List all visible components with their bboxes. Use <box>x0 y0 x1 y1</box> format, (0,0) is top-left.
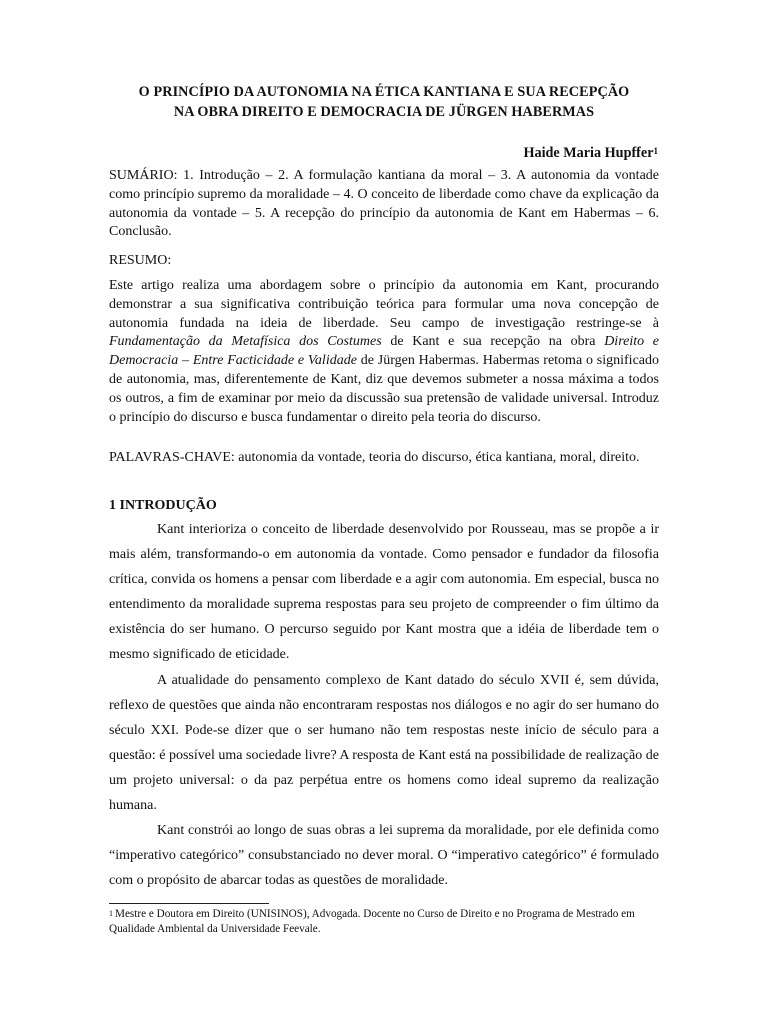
summary-text: SUMÁRIO: 1. Introdução – 2. A formulação kantiana da moral – 3. A autonomia da vontade como princípio supremo da moralidade – 4. O conceito de liberdade como chave da explicação da autonomia da vontade – 5. A recepção do princípio da autonomia de Kant em Habermas – 6. Conclusão. <box>109 168 659 240</box>
author-name-text: Haide Maria Hupffer <box>523 145 654 161</box>
introduction-body <box>109 517 659 893</box>
title-line-1: O PRINCÍPIO DA AUTONOMIA NA ÉTICA KANTIANA E SUA RECEPÇÃO <box>138 84 630 100</box>
paragraph: Kant constrói ao longo de suas obras a lei suprema da moralidade, por ele definida como “imperativo categórico” consubstanciado no dever moral. O “imperativo categórico” é formulado com o propósito de abarcar todas as questões de moralidade. <box>109 823 659 889</box>
abstract-section <box>109 277 659 427</box>
paper-title <box>100 82 668 122</box>
introduction-heading-text: 1 INTRODUÇÃO <box>109 498 217 513</box>
abstract-text <box>109 277 659 427</box>
abstract-heading <box>109 252 659 271</box>
abstract-italic-title-1: Fundamentação da Metafísica dos Costumes <box>109 334 382 350</box>
abstract-heading-text: RESUMO: <box>109 253 172 268</box>
footnote-text: Mestre e Doutora em Direito (UNISINOS), Advogada. Docente no Curso de Direito e no Programa de Mestrado em Qualidade Ambiental da Universidade Feevale. <box>109 908 635 935</box>
keywords-text: PALAVRAS-CHAVE: autonomia da vontade, teoria do discurso, ética kantiana, moral, direito. <box>109 450 640 465</box>
abstract-italic-title-2: Direito e Democracia – Entre Facticidade e Validade <box>109 334 659 369</box>
summary-section <box>109 167 659 242</box>
author-name <box>523 144 658 162</box>
footnote-marker: 1 <box>109 909 113 918</box>
paragraph: A atualidade do pensamento complexo de Kant datado do século XVII é, sem dúvida, reflexo de questões que ainda não encontraram respostas nos diálogos e no agir do ser humano do século XXI. Pode-se dizer que o ser humano não tem respostas neste início de século para a questão: é possível uma sociedade livre? A resposta de Kant está na possibilidade de realização de um projeto universal: o da paz perpétua entre os homens como ideal supremo da realização humana. <box>109 672 659 814</box>
introduction-heading <box>109 497 659 516</box>
abstract-part-1: Este artigo realiza uma abordagem sobre o princípio da autonomia em Kant, procurando demonstrar a sua significativa contribuição teórica para formular uma nova concepção de autonomia fundada na ideia de liberdade. Seu campo de investigação restringe-se à <box>109 278 659 331</box>
footnote-divider <box>109 903 269 904</box>
keywords-section <box>109 446 659 470</box>
title-line-2: NA OBRA DIREITO E DEMOCRACIA DE JÜRGEN HABERMAS <box>173 104 595 120</box>
footnote <box>109 907 669 937</box>
abstract-part-2: de Kant e sua recepção na obra <box>381 334 605 350</box>
abstract-part-3: de Jürgen Habermas. Habermas retoma o significado de autonomia, mas, diferentemente de Kant, diz que devemos submeter a nossa máxima a todos os outros, a fim de examinar por meio da discussão sua pretensão de validade universal. Introduz o princípio do discurso e busca fundamentar o direito pela teoria do discurso. <box>109 353 659 425</box>
author-footnote-marker: 1 <box>653 146 658 156</box>
paragraph: Kant interioriza o conceito de liberdade desenvolvido por Rousseau, mas se propõe a ir mais além, transformando-o em autonomia da vontade. Como pensador e fundador da filosofia crítica, convida os homens a pensar com liberdade e a agir com autonomia. Em especial, busca no entendimento da moralidade suprema respostas para seu projeto de compreender o fim último da existência do ser humano. O percurso seguido por Kant mostra que a idéia de liberdade tem o mesmo significado de eticidade. <box>109 522 659 663</box>
